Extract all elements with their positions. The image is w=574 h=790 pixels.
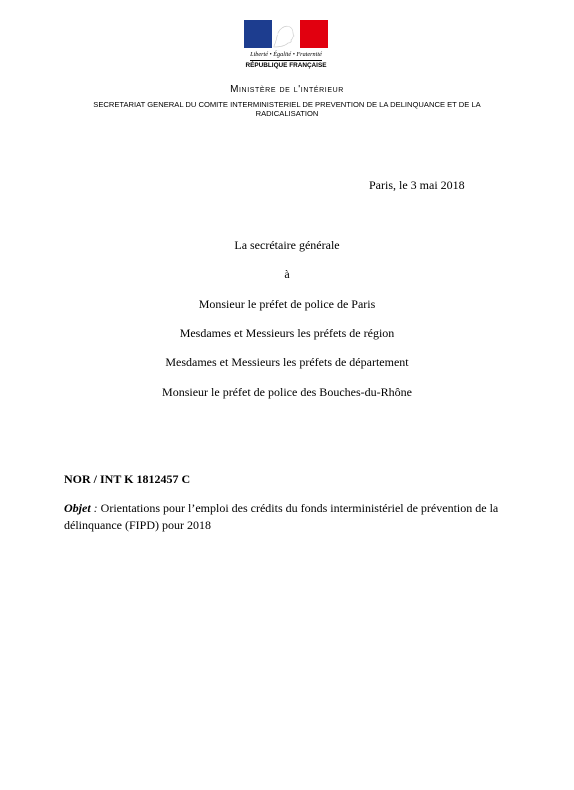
republic-motto: Liberté • Égalité • Fraternité bbox=[250, 51, 322, 58]
recipient-line: Monsieur le préfet de police des Bouches-du-Rhône bbox=[162, 385, 412, 399]
marianne-logo bbox=[244, 20, 328, 78]
tricolor-flag-icon bbox=[244, 20, 328, 48]
republic-name: RÉPUBLIQUE FRANÇAISE bbox=[245, 62, 327, 69]
sender-title: La secrétaire générale bbox=[234, 238, 340, 252]
nor-reference: NOR / INT K 1812457 C bbox=[64, 472, 191, 486]
secretariat-line-2: RADICALISATION bbox=[255, 109, 319, 119]
marianne-profile-icon bbox=[272, 20, 300, 48]
logo-divider bbox=[250, 60, 322, 61]
secretariat-line-1: SECRETARIAT GENERAL DU COMITE INTERMINISTERIEL DE PREVENTION DE LA DELINQUANCE ET DE LA bbox=[93, 100, 481, 109]
recipient-line: Mesdames et Messieurs les préfets de département bbox=[165, 355, 409, 369]
subject-paragraph bbox=[64, 500, 506, 534]
subject-separator: : bbox=[90, 501, 101, 515]
place-date: Paris, le 3 mai 2018 bbox=[369, 178, 465, 192]
subject-text: Orientations pour l’emploi des crédits du fonds interministériel de prévention de la délinquance (FIPD) pour 2018 bbox=[64, 501, 499, 532]
recipient-line: Monsieur le préfet de police de Paris bbox=[198, 297, 376, 311]
subject-label: Objet bbox=[64, 501, 91, 515]
secretariat-name bbox=[70, 100, 504, 119]
ministry-name: Ministère de l'intérieur bbox=[230, 84, 344, 95]
recipient-line: Mesdames et Messieurs les préfets de région bbox=[179, 326, 395, 340]
addressee-preposition: à bbox=[284, 267, 290, 281]
